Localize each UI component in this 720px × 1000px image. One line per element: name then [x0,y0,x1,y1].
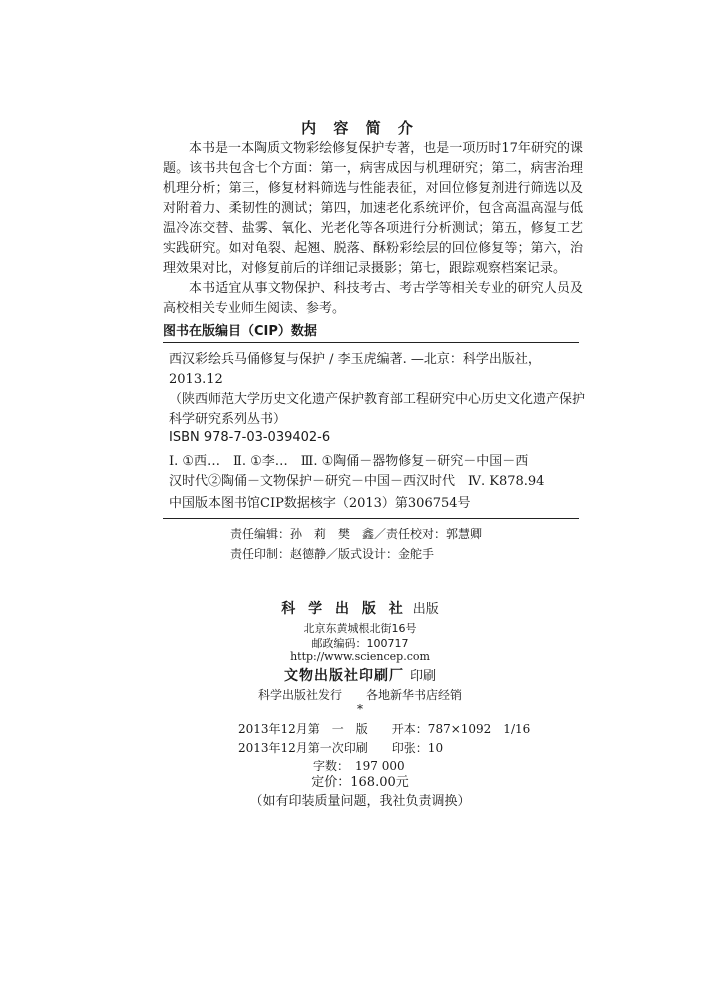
publisher-line [0,598,720,618]
distribution-line: 科学出版社发行 各地新华书店经销 [257,688,462,702]
separator-mark: * [357,702,363,716]
word-count-line: 字数： 197 000 [313,759,405,773]
printer-name: 文物出版社印刷厂 [283,668,404,684]
cip-isbn: ISBN 978-7-03-039402-6 [169,430,331,445]
summary-title: 内 容 简 介 [301,119,419,137]
divider [163,518,579,519]
price-note: （如有印装质量问题，我社负责调换） [249,794,471,809]
cip-heading: 图书在版编目（CIP）数据 [163,324,317,339]
publisher-postcode: 邮政编码：100717 [311,637,409,650]
cip-title-line: 科学研究系列丛书） [169,412,287,427]
cip-classification [169,452,579,492]
cip-title-line: （陕西师范大学历史文化遗产保护教育部工程研究中心历史文化遗产保护 [169,392,586,407]
publisher-address: 北京东黄城根北街16号 [303,622,417,635]
cip-classification-line: 汉时代②陶俑－文物保护－研究－中国－西汉时代 Ⅳ. K878.94 [169,474,545,489]
summary-paragraph: 本书适宜从事文物保护、科技考古、考古学等相关专业的研究人员及高校相关专业师生阅读、参考。 [163,281,583,316]
credits [230,524,482,564]
price-value: 168.00元 [350,775,409,790]
publisher-suffix: 出版 [412,602,439,617]
divider [163,342,579,343]
credits-line-production: 责任印制：赵德静／版式设计：金舵手 [230,547,435,561]
cip-record: 中国版本图书馆CIP数据核字（2013）第306754号 [169,496,471,511]
credits-line-editors: 责任编辑：孙 莉 樊 鑫／责任校对：郭慧卿 [230,527,483,541]
edition-line: 2013年12月第 一 版 开本：787×1092 1/16 [238,722,531,736]
publisher-website: http://www.sciencep.com [290,650,430,663]
publisher-name: 科 学 出 版 社 [281,601,407,617]
cip-title-line: 2013.12 [169,372,223,387]
printer-line [0,665,720,685]
summary-paragraph: 本书是一本陶质文物彩绘修复保护专著，也是一项历时17年研究的课题。该书共包含七个方面：第一，病害成因与机理研究；第二，病害治理机理分析；第三，修复材料筛选与性能表征，对回位修复剂进行筛选以及对附着力、柔韧性的测试；第四，加速老化系统评价，包含高温高湿与低温冷冻交替、盐雾、氧化、光老化等各项进行分析测试；第五，修复工艺实践研究。如对龟裂、起翘、脱落、酥粉彩绘层的回位修复等；第六，治理效果对比，对修复前后的详细记录摄影；第七，跟踪观察档案记录。 [163,141,583,276]
cip-title-block [169,350,586,430]
printing-line: 2013年12月第一次印刷 印张：10 [238,741,444,755]
price-line [0,771,720,790]
cip-classification-line: Ⅰ. ①西… Ⅱ. ①李… Ⅲ. ①陶俑－器物修复－研究－中国－西 [169,454,529,469]
summary-body [163,139,583,319]
price-label: 定价： [311,775,351,790]
printer-suffix: 印刷 [409,669,436,684]
cip-title-line: 西汉彩绘兵马俑修复与保护 / 李玉虎编著. —北京：科学出版社， [169,352,541,367]
